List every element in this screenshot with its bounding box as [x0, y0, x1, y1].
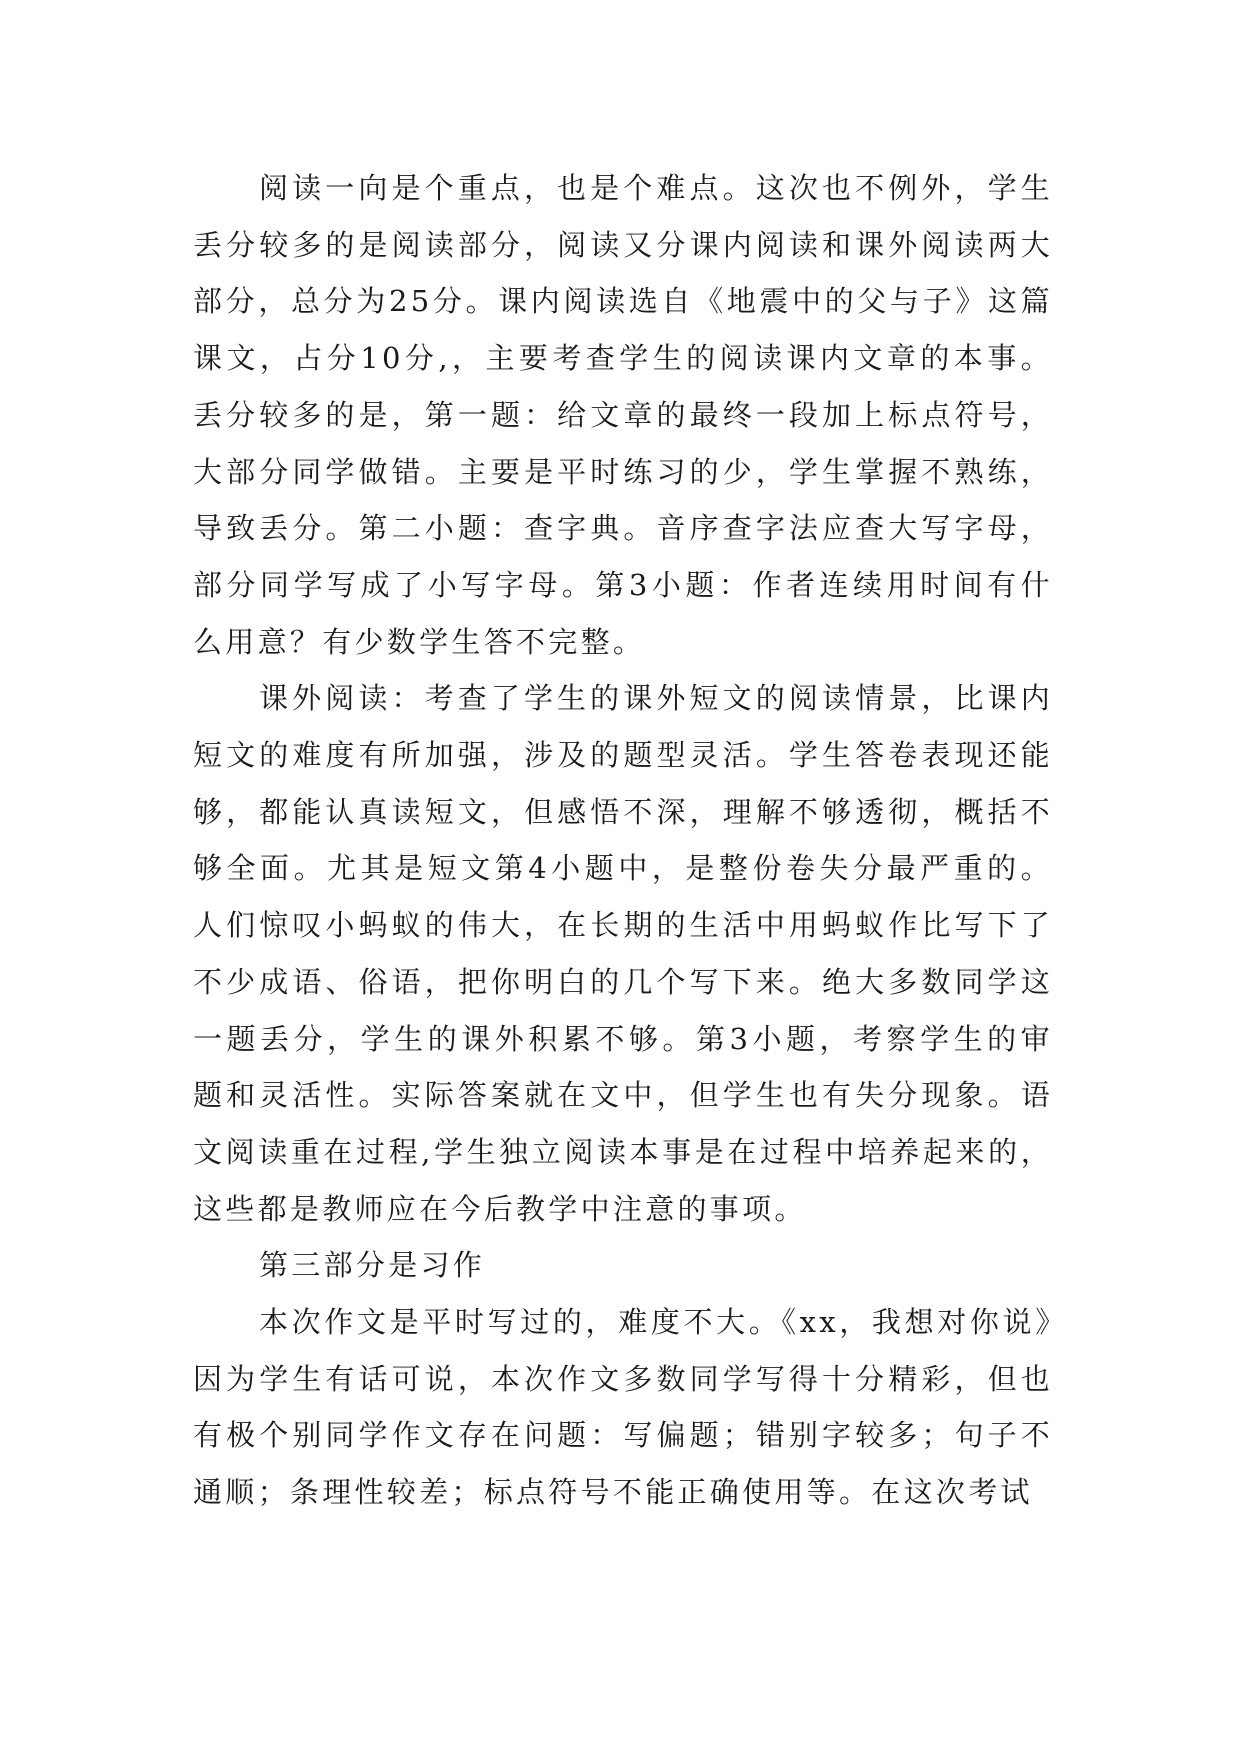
paragraph-extracurricular-reading: 课外阅读：考查了学生的课外短文的阅读情景，比课内短文的难度有所加强，涉及的题型灵活。学生答卷表现还能够，都能认真读短文，但感悟不深，理解不够透彻，概括不够全面。尤其是短文第4小题中，是整份卷失分最严重的。人们惊叹小蚂蚁的伟大，在长期的生活中用蚂蚁作比写下了不少成语、俗语，把你明白的几个写下来。绝大多数同学这一题丢分，学生的课外积累不够。第3小题，考察学生的审题和灵活性。实际答案就在文中，但学生也有失分现象。语文阅读重在过程,学生独立阅读本事是在过程中培养起来的，这些都是教师应在今后教学中注意的事项。 [193, 681, 1053, 1226]
document-page [193, 160, 1053, 1521]
paragraph-writing-analysis: 本次作文是平时写过的，难度不大。《xx，我想对你说》因为学生有话可说，本次作文多数同学写得十分精彩，但也有极个别同学作文存在问题：写偏题；错别字较多；句子不通顺；条理性较差；标点符号不能正确使用等。在这次考试 [193, 1305, 1053, 1510]
section-heading-writing: 第三部分是习作 [259, 1248, 486, 1283]
paragraph-reading-overview: 阅读一向是个重点，也是个难点。这次也不例外，学生丢分较多的是阅读部分，阅读又分课内阅读和课外阅读两大部分，总分为25分。课内阅读选自《地震中的父与子》这篇课文，占分10分,，主要考查学生的阅读课内文章的本事。丢分较多的是，第一题：给文章的最终一段加上标点符号，大部分同学做错。主要是平时练习的少，学生掌握不熟练，导致丢分。第二小题：查字典。音序查字法应查大写字母，部分同学写成了小写字母。第3小题：作者连续用时间有什么用意？有少数学生答不完整。 [193, 171, 1053, 659]
